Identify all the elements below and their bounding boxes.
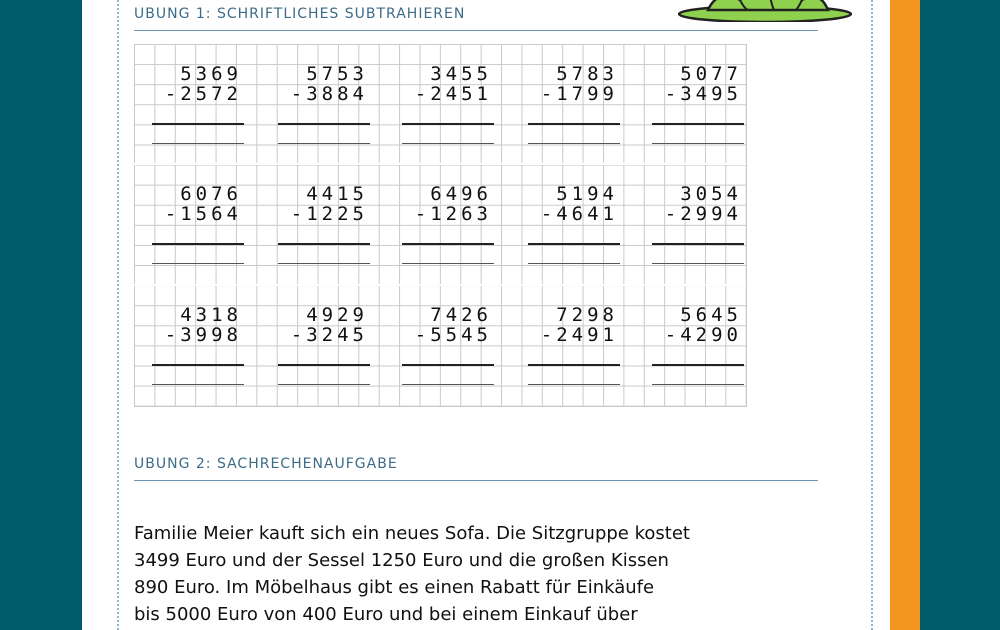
- subtrahend: -5545: [414, 324, 492, 346]
- frog-illustration: [678, 0, 852, 22]
- word-problem-line: bis 5000 Euro von 400 Euro und bei einem Einkauf über: [134, 604, 638, 625]
- dotted-margin-right: [871, 0, 873, 630]
- subtraction-problem: [402, 64, 492, 146]
- minuend: 4318: [180, 304, 242, 326]
- subtraction-problem: [528, 305, 618, 387]
- result-line: [528, 364, 620, 366]
- answer-underline: [402, 263, 494, 264]
- minuend: 6076: [180, 183, 242, 205]
- result-line: [652, 364, 744, 366]
- subtraction-problem: [528, 64, 618, 146]
- accent-stripe: [890, 0, 920, 630]
- result-line: [652, 243, 744, 245]
- exercise-1-heading: UBUNG 1: SCHRIFTLICHES SUBTRAHIEREN: [134, 6, 466, 22]
- subtraction-problem: [652, 64, 742, 146]
- subtrahend: -2572: [164, 83, 242, 105]
- subtrahend: -1799: [540, 83, 618, 105]
- result-line: [402, 123, 494, 125]
- result-line: [528, 243, 620, 245]
- answer-underline: [528, 263, 620, 264]
- subtrahend: -1564: [164, 203, 242, 225]
- result-line: [278, 123, 370, 125]
- subtrahend: -2491: [540, 324, 618, 346]
- minuend: 3054: [680, 183, 742, 205]
- answer-underline: [402, 384, 494, 385]
- minuend: 4929: [306, 304, 368, 326]
- subtraction-problem: [652, 305, 742, 387]
- subtrahend: -4290: [664, 324, 742, 346]
- minuend: 7426: [430, 304, 492, 326]
- subtrahend: -3884: [290, 83, 368, 105]
- subtrahend: -2994: [664, 203, 742, 225]
- minuend: 5077: [680, 63, 742, 85]
- answer-underline: [152, 143, 244, 144]
- answer-underline: [278, 143, 370, 144]
- exercise-1-rule: [134, 30, 818, 31]
- subtrahend: -4641: [540, 203, 618, 225]
- subtraction-problem: [402, 305, 492, 387]
- answer-underline: [652, 263, 744, 264]
- subtraction-problem: [152, 184, 242, 266]
- subtrahend: -1263: [414, 203, 492, 225]
- dotted-margin-left: [117, 0, 119, 630]
- subtrahend: -1225: [290, 203, 368, 225]
- minuend: 4415: [306, 183, 368, 205]
- subtraction-problem: [652, 184, 742, 266]
- minuend: 7298: [556, 304, 618, 326]
- answer-underline: [652, 384, 744, 385]
- subtrahend: -2451: [414, 83, 492, 105]
- answer-underline: [528, 384, 620, 385]
- word-problem-text: [134, 520, 834, 628]
- answer-underline: [152, 263, 244, 264]
- minuend: 5753: [306, 63, 368, 85]
- result-line: [152, 364, 244, 366]
- subtraction-problem: [152, 64, 242, 146]
- grid-block-separator: [134, 284, 746, 286]
- answer-underline: [152, 384, 244, 385]
- result-line: [402, 364, 494, 366]
- subtraction-problem: [278, 64, 368, 146]
- minuend: 3455: [430, 63, 492, 85]
- exercise-2-heading: UBUNG 2: SACHRECHENAUFGABE: [134, 456, 398, 472]
- subtraction-problem: [528, 184, 618, 266]
- subtrahend: -3495: [664, 83, 742, 105]
- result-line: [152, 243, 244, 245]
- result-line: [278, 243, 370, 245]
- subtraction-problem: [152, 305, 242, 387]
- subtraction-problem: [278, 305, 368, 387]
- exercise-2-rule: [134, 480, 818, 481]
- grid-block-separator: [134, 163, 746, 165]
- result-line: [402, 243, 494, 245]
- answer-underline: [528, 143, 620, 144]
- result-line: [278, 364, 370, 366]
- result-line: [528, 123, 620, 125]
- subtraction-problem: [402, 184, 492, 266]
- minuend: 5194: [556, 183, 618, 205]
- minuend: 5783: [556, 63, 618, 85]
- minuend: 6496: [430, 183, 492, 205]
- subtrahend: -3998: [164, 324, 242, 346]
- minuend: 5645: [680, 304, 742, 326]
- word-problem-line: 3499 Euro und der Sessel 1250 Euro und die großen Kissen: [134, 550, 669, 571]
- answer-underline: [278, 384, 370, 385]
- answer-underline: [652, 143, 744, 144]
- minuend: 5369: [180, 63, 242, 85]
- word-problem-line: 890 Euro. Im Möbelhaus gibt es einen Rabatt für Einkäufe: [134, 577, 655, 598]
- result-line: [152, 123, 244, 125]
- word-problem-line: Familie Meier kauft sich ein neues Sofa. Die Sitzgruppe kostet: [134, 523, 690, 544]
- answer-underline: [402, 143, 494, 144]
- subtraction-problem: [278, 184, 368, 266]
- subtrahend: -3245: [290, 324, 368, 346]
- result-line: [652, 123, 744, 125]
- answer-underline: [278, 263, 370, 264]
